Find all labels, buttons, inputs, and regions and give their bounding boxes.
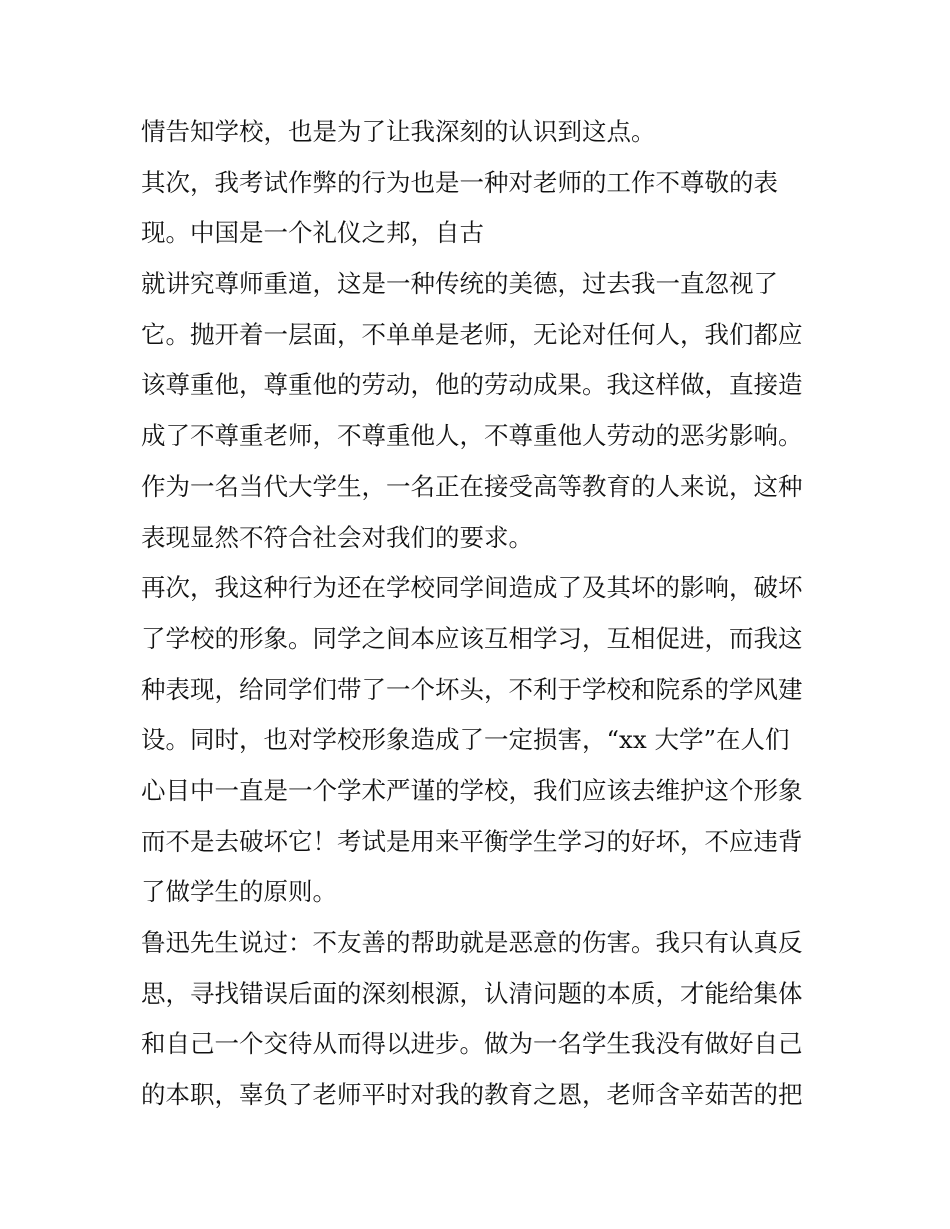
text-line: 心目中一直是一个学术严谨的学校，我们应该去维护这个形象 bbox=[141, 775, 803, 805]
text-line: 成了不尊重老师，不尊重他人，不尊重他人劳动的恶劣影响。 bbox=[141, 421, 803, 451]
text-line: 思，寻找错误后面的深刻根源，认清问题的本质，才能给集体 bbox=[141, 978, 803, 1008]
text-line: 的本职，辜负了老师平时对我的教育之恩，老师含辛茹苦的把 bbox=[141, 1080, 803, 1110]
text-line: 现。中国是一个礼仪之邦，自古 bbox=[141, 218, 484, 248]
text-line: 再次，我这种行为还在学校同学间造成了及其坏的影响，破坏 bbox=[141, 573, 803, 603]
body-text bbox=[141, 107, 821, 1121]
text-line: 作为一名当代大学生，一名正在接受高等教育的人来说，这种 bbox=[141, 471, 803, 501]
text-line: 了做学生的原则。 bbox=[141, 877, 337, 907]
text-line: 设。同时，也对学校形象造成了一定损害，“xx 大学”在人们 bbox=[141, 725, 790, 755]
text-line: 该尊重他，尊重他的劳动，他的劳动成果。我这样做，直接造 bbox=[141, 370, 803, 400]
text-line: 表现显然不符合社会对我们的要求。 bbox=[141, 522, 533, 552]
text-line: 了学校的形象。同学之间本应该互相学习，互相促进，而我这 bbox=[141, 623, 803, 653]
text-line: 和自己一个交待从而得以进步。做为一名学生我没有做好自己 bbox=[141, 1029, 803, 1059]
text-line: 其次，我考试作弊的行为也是一种对老师的工作不尊敬的表 bbox=[141, 167, 778, 197]
text-line: 鲁迅先生说过：不友善的帮助就是恶意的伤害。我只有认真反 bbox=[141, 928, 803, 957]
text-line: 它。抛开着一层面，不单单是老师，无论对任何人，我们都应 bbox=[141, 319, 803, 349]
text-line: 种表现，给同学们带了一个坏头，不利于学校和院系的学风建 bbox=[141, 674, 803, 704]
text-line: 而不是去破坏它！考试是用来平衡学生学习的好坏，不应违背 bbox=[141, 826, 803, 856]
text-line: 就讲究尊师重道，这是一种传统的美德，过去我一直忽视了 bbox=[141, 269, 778, 299]
text-line: 情告知学校，也是为了让我深刻的认识到这点。 bbox=[141, 117, 656, 146]
